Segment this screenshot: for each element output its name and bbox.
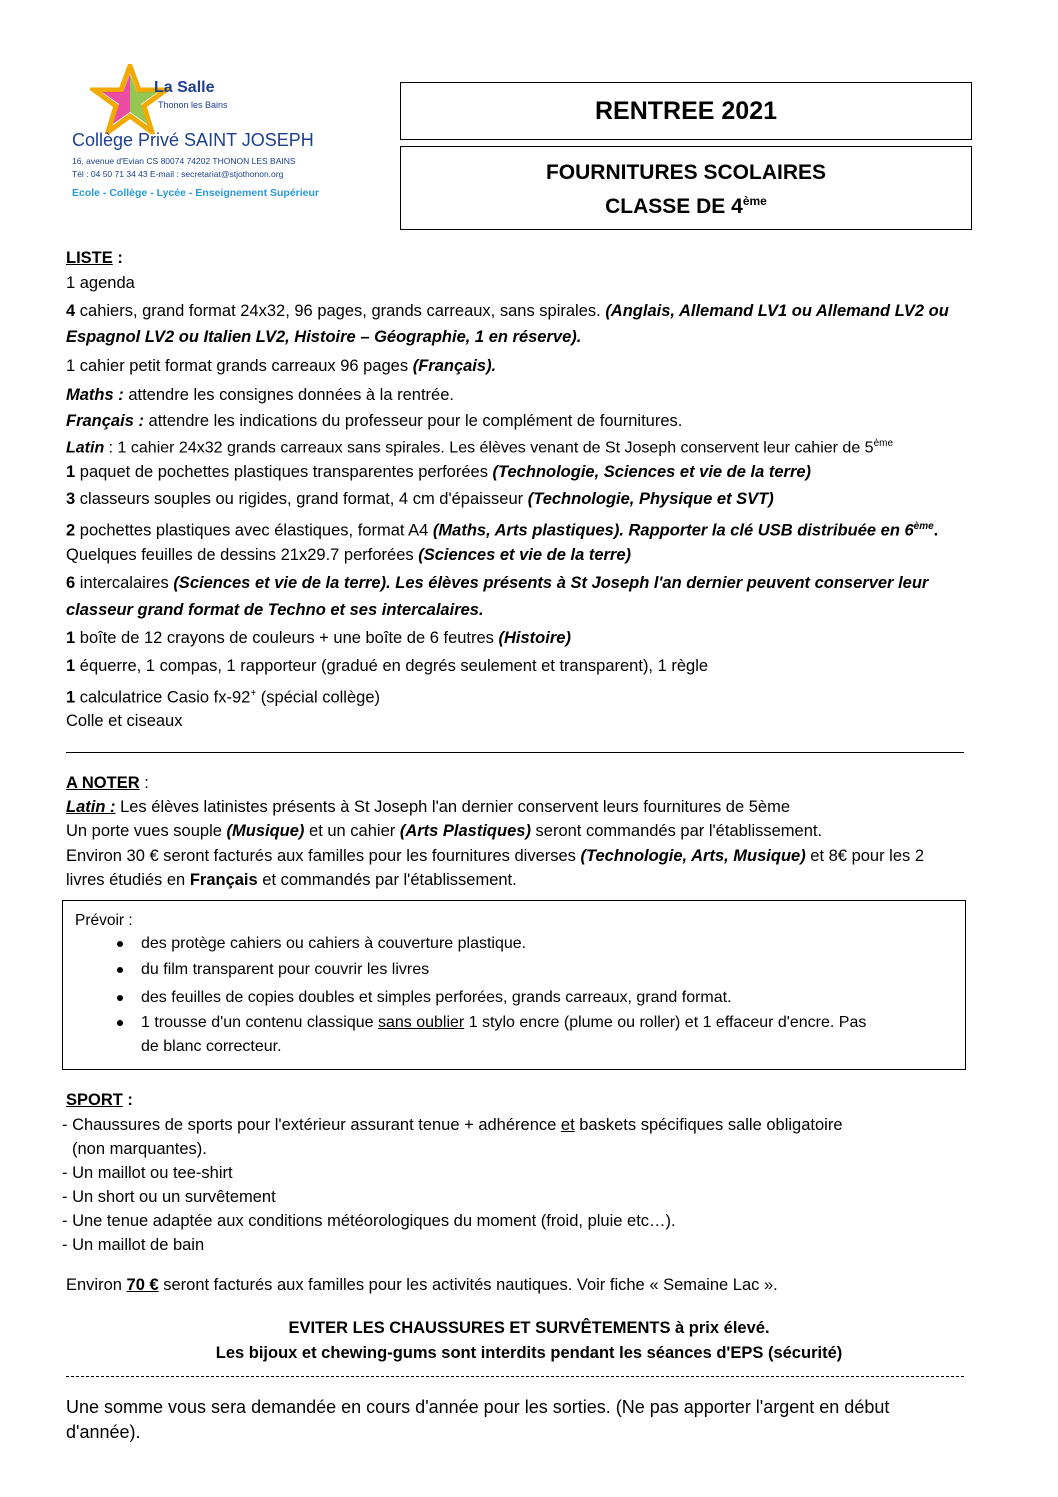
separator-line [66, 752, 964, 753]
warning-line2: Les bijoux et chewing-gums sont interdits pendant les séances d'EPS (sécurité) [215, 1344, 843, 1362]
school-logo [72, 64, 332, 214]
sport-item: - Un maillot ou tee-shirt [62, 1164, 233, 1182]
page-title: RENTREE 2021 [594, 96, 778, 125]
list-item: 1 équerre, 1 compas, 1 rapporteur (gradué en degrés seulement et transparent), 1 règle [66, 657, 709, 675]
liste-heading: LISTE : [66, 249, 123, 267]
subtitle-line2: CLASSE DE 4ème [605, 194, 767, 218]
logo-brand: La Salle [154, 79, 215, 96]
list-item: Latin : 1 cahier 24x32 grands carreaux sans spirales. Les élèves venant de St Joseph conservent leur cahier de 5ème [66, 438, 894, 457]
bullet-icon [117, 1020, 123, 1026]
list-item: 1 agenda [66, 274, 135, 292]
dashed-separator [66, 1376, 964, 1377]
sport-fee: Environ 70 € seront facturés aux familles pour les activités nautiques. Voir fiche « Semaine Lac ». [66, 1276, 778, 1294]
prevoir-item: 1 trousse d'un contenu classique sans oublier 1 stylo encre (plume ou roller) et 1 effaceur d'encre. Pas [141, 1014, 867, 1031]
sport-heading: SPORT : [66, 1091, 133, 1109]
logo-contact: Tél : 04 50 71 34 43 E-mail : secretariat@stjothonon.org [72, 169, 284, 179]
prevoir-box [62, 900, 966, 1070]
list-item: 6 intercalaires (Sciences et vie de la terre). Les élèves présents à St Joseph l'an dernier peuvent conserver leur [66, 574, 929, 592]
subtitle-line1: FOURNITURES SCOLAIRES [545, 161, 826, 184]
star-logo-icon [90, 64, 170, 134]
list-item: Français : attendre les indications du professeur pour le complément de fournitures. [66, 412, 683, 430]
sport-item-cont: (non marquantes). [72, 1140, 207, 1158]
warning-line1: EVITER LES CHAUSSURES ET SURVÊTEMENTS à prix élevé. [288, 1319, 770, 1337]
list-item: 3 classeurs souples ou rigides, grand format, 4 cm d'épaisseur (Technologie, Physique et SVT) [66, 490, 774, 508]
prevoir-heading: Prévoir : [75, 912, 133, 929]
list-item: 1 boîte de 12 crayons de couleurs + une boîte de 6 feutres (Histoire) [66, 629, 571, 647]
footer-line2: d'année). [66, 1422, 141, 1442]
bullet-icon [117, 941, 123, 947]
list-item: 2 pochettes plastiques avec élastiques, format A4 (Maths, Arts plastiques). Rapporter la clé USB distribuée en 6ème. [66, 521, 939, 540]
list-item: 1 cahier petit format grands carreaux 96 pages (Français). [66, 357, 497, 375]
list-item: 1 paquet de pochettes plastiques transparentes perforées (Technologie, Sciences et vie de la terre) [66, 463, 812, 481]
note-item: Un porte vues souple (Musique) et un cahier (Arts Plastiques) seront commandés par l'établissement. [66, 822, 823, 840]
list-item: classeur grand format de Techno et ses intercalaires. [66, 601, 484, 619]
prevoir-item: des protège cahiers ou cahiers à couverture plastique. [141, 935, 527, 952]
list-item: 4 cahiers, grand format 24x32, 96 pages, grands carreaux, sans spirales. (Anglais, Allemand LV1 ou Allemand LV2 ou [66, 302, 949, 320]
sport-item: - Un short ou un survêtement [62, 1188, 276, 1206]
sport-item: - Chaussures de sports pour l'extérieur assurant tenue + adhérence et baskets spécifiques salle obligatoire [62, 1116, 843, 1134]
prevoir-item: des feuilles de copies doubles et simples perforées, grands carreaux, grand format. [141, 989, 732, 1006]
note-item: Latin : Les élèves latinistes présents à St Joseph l'an dernier conservent leurs fournitures de 5ème [66, 798, 791, 816]
prevoir-item-cont: de blanc correcteur. [141, 1038, 282, 1055]
note-item: Environ 30 € seront facturés aux familles pour les fournitures diverses (Technologie, Arts, Musique) et 8€ pour les 2 [66, 847, 925, 865]
bullet-icon [117, 995, 123, 1001]
logo-college: Collège Privé SAINT JOSEPH [72, 130, 314, 150]
sport-item: - Un maillot de bain [62, 1236, 205, 1254]
subtitle-box [400, 146, 972, 230]
list-item: Colle et ciseaux [66, 712, 183, 730]
anoter-heading: A NOTER : [66, 774, 149, 792]
note-item: livres étudiés en Français et commandés par l'établissement. [66, 871, 517, 889]
logo-sub: Thonon les Bains [158, 100, 228, 110]
footer-line1: Une somme vous sera demandée en cours d'année pour les sorties. (Ne pas apporter l'argent en début [66, 1397, 890, 1417]
bullet-icon [117, 967, 123, 973]
prevoir-item: du film transparent pour couvrir les livres [141, 961, 430, 978]
list-item: Espagnol LV2 ou Italien LV2, Histoire – Géographie, 1 en réserve). [66, 328, 582, 346]
logo-tagline: Ecole - Collège - Lycée - Enseignement Supérieur [72, 187, 320, 199]
logo-address: 16, avenue d'Evian CS 80074 74202 THONON LES BAINS [72, 156, 296, 166]
title-box [400, 82, 972, 140]
sport-item: - Une tenue adaptée aux conditions météorologiques du moment (froid, pluie etc…). [62, 1212, 676, 1230]
list-item: 1 calculatrice Casio fx-92+ (spécial collège) [66, 688, 380, 707]
list-item: Quelques feuilles de dessins 21x29.7 perforées (Sciences et vie de la terre) [66, 546, 632, 564]
list-item: Maths : attendre les consignes données à la rentrée. [66, 386, 454, 404]
